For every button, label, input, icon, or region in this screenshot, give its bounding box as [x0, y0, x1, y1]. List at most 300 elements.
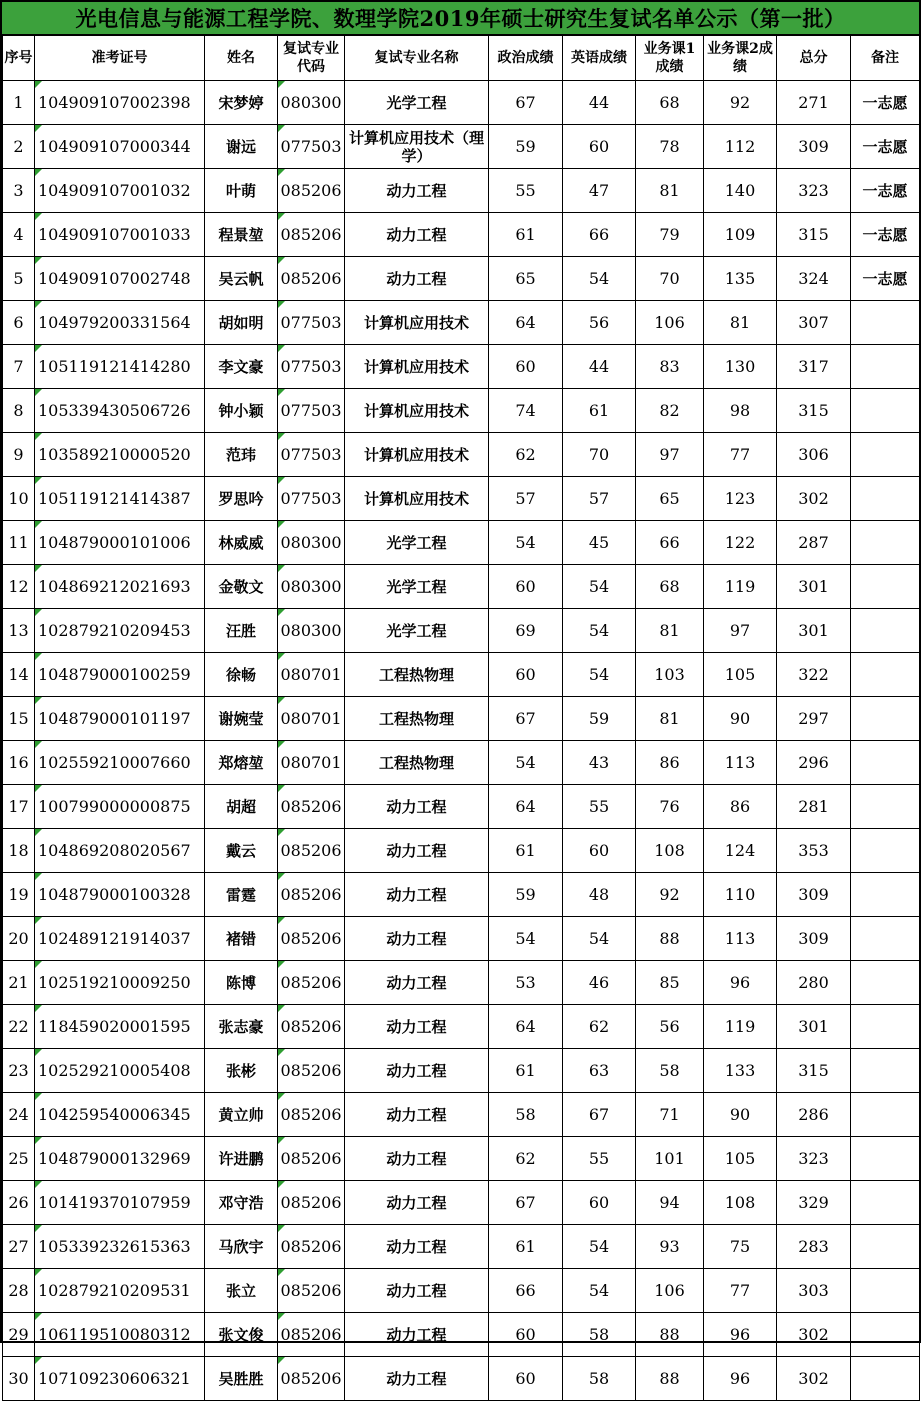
cell-name: 金敬文 — [205, 565, 278, 609]
cell-english-score: 44 — [563, 81, 636, 125]
cell-total-score: 306 — [777, 433, 851, 477]
cell-english-score: 60 — [563, 125, 636, 169]
cell-english-score: 48 — [563, 873, 636, 917]
cell-index: 19 — [3, 873, 35, 917]
green-corner-triangle-icon — [35, 521, 42, 528]
cell-remark — [851, 433, 920, 477]
cell-name: 戴云 — [205, 829, 278, 873]
cell-course1-score: 92 — [636, 873, 704, 917]
cell-course2-score: 113 — [704, 917, 777, 961]
col-header-major-name: 复试专业名称 — [345, 36, 489, 81]
cell-remark — [851, 873, 920, 917]
green-corner-triangle-icon — [278, 785, 285, 792]
cell-index: 3 — [3, 169, 35, 213]
cell-total-score: 302 — [777, 1313, 851, 1357]
cell-english-score: 54 — [563, 1225, 636, 1269]
cell-major-code: 077503 — [278, 477, 345, 521]
cell-remark: 一志愿 — [851, 213, 920, 257]
cell-course1-score: 68 — [636, 565, 704, 609]
green-corner-triangle-icon — [35, 917, 42, 924]
cell-total-score: 301 — [777, 1005, 851, 1049]
cell-remark — [851, 785, 920, 829]
cell-exam-number: 118459020001595 — [35, 1005, 205, 1049]
cell-exam-number: 102519210009250 — [35, 961, 205, 1005]
cell-index: 25 — [3, 1137, 35, 1181]
cell-major-name: 动力工程 — [345, 917, 489, 961]
cell-politics-score: 60 — [489, 1357, 563, 1401]
cell-total-score: 315 — [777, 1049, 851, 1093]
cell-index: 14 — [3, 653, 35, 697]
cell-exam-number: 104979200331564 — [35, 301, 205, 345]
cell-course1-score: 88 — [636, 1313, 704, 1357]
cell-english-score: 59 — [563, 697, 636, 741]
cell-english-score: 54 — [563, 609, 636, 653]
cell-index: 15 — [3, 697, 35, 741]
cell-remark — [851, 1093, 920, 1137]
cell-total-score: 353 — [777, 829, 851, 873]
cell-politics-score: 54 — [489, 917, 563, 961]
table-row — [3, 1225, 920, 1269]
table-row — [3, 1313, 920, 1357]
table-row — [3, 873, 920, 917]
green-corner-triangle-icon — [278, 1093, 285, 1100]
cell-exam-number: 106119510080312 — [35, 1313, 205, 1357]
cell-politics-score: 64 — [489, 301, 563, 345]
cell-remark — [851, 1181, 920, 1225]
green-corner-triangle-icon — [278, 125, 285, 132]
cell-name: 范玮 — [205, 433, 278, 477]
cell-index: 27 — [3, 1225, 35, 1269]
cell-politics-score: 62 — [489, 433, 563, 477]
cell-total-score: 309 — [777, 125, 851, 169]
cell-index: 11 — [3, 521, 35, 565]
cell-course2-score: 105 — [704, 653, 777, 697]
cell-name: 张立 — [205, 1269, 278, 1313]
cell-exam-number: 104909107001033 — [35, 213, 205, 257]
cell-major-name: 动力工程 — [345, 873, 489, 917]
cell-course1-score: 81 — [636, 169, 704, 213]
table-row — [3, 1269, 920, 1313]
cell-exam-number: 104879000100259 — [35, 653, 205, 697]
cell-english-score: 63 — [563, 1049, 636, 1093]
green-corner-triangle-icon — [278, 609, 285, 616]
cell-index: 26 — [3, 1181, 35, 1225]
cell-major-code: 085206 — [278, 1005, 345, 1049]
cell-course2-score: 96 — [704, 961, 777, 1005]
cell-total-score: 281 — [777, 785, 851, 829]
cell-exam-number: 104879000100328 — [35, 873, 205, 917]
cell-major-name: 动力工程 — [345, 1181, 489, 1225]
cell-politics-score: 61 — [489, 213, 563, 257]
cell-exam-number: 105119121414280 — [35, 345, 205, 389]
cell-remark — [851, 653, 920, 697]
cell-exam-number: 104879000101006 — [35, 521, 205, 565]
table-row — [3, 961, 920, 1005]
cell-index: 20 — [3, 917, 35, 961]
cell-politics-score: 54 — [489, 521, 563, 565]
cell-remark — [851, 1357, 920, 1401]
table-row — [3, 1049, 920, 1093]
cell-major-name: 动力工程 — [345, 1269, 489, 1313]
green-corner-triangle-icon — [35, 697, 42, 704]
cell-major-code: 085206 — [278, 257, 345, 301]
cell-major-code: 080300 — [278, 81, 345, 125]
green-corner-triangle-icon — [35, 301, 42, 308]
cell-remark — [851, 1269, 920, 1313]
cell-english-score: 61 — [563, 389, 636, 433]
cell-politics-score: 67 — [489, 81, 563, 125]
cell-english-score: 62 — [563, 1005, 636, 1049]
cell-course1-score: 88 — [636, 917, 704, 961]
cell-exam-number: 102559210007660 — [35, 741, 205, 785]
shortlist-table — [2, 35, 920, 1401]
cell-total-score: 271 — [777, 81, 851, 125]
table-row — [3, 81, 920, 125]
cell-name: 陈博 — [205, 961, 278, 1005]
cell-major-code: 080300 — [278, 565, 345, 609]
cell-major-name: 光学工程 — [345, 81, 489, 125]
table-row — [3, 1005, 920, 1049]
green-corner-triangle-icon — [35, 1005, 42, 1012]
cell-course1-score: 93 — [636, 1225, 704, 1269]
cell-index: 9 — [3, 433, 35, 477]
cell-major-name: 计算机应用技术（理学） — [345, 125, 489, 169]
cell-english-score: 45 — [563, 521, 636, 565]
col-header-course2-score: 业务课2成绩 — [704, 36, 777, 81]
cell-total-score: 303 — [777, 1269, 851, 1313]
green-corner-triangle-icon — [35, 257, 42, 264]
table-row — [3, 169, 920, 213]
col-header-index: 序号 — [3, 36, 35, 81]
col-header-english-score: 英语成绩 — [563, 36, 636, 81]
cell-total-score: 329 — [777, 1181, 851, 1225]
cell-course1-score: 71 — [636, 1093, 704, 1137]
cell-english-score: 54 — [563, 917, 636, 961]
green-corner-triangle-icon — [278, 1049, 285, 1056]
cell-remark — [851, 917, 920, 961]
green-corner-triangle-icon — [35, 1049, 42, 1056]
cell-remark — [851, 961, 920, 1005]
cell-english-score: 60 — [563, 829, 636, 873]
table-row — [3, 697, 920, 741]
cell-exam-number: 104879000132969 — [35, 1137, 205, 1181]
cell-name: 吴云帆 — [205, 257, 278, 301]
cell-politics-score: 67 — [489, 697, 563, 741]
table-row — [3, 521, 920, 565]
col-header-total-score: 总分 — [777, 36, 851, 81]
green-corner-triangle-icon — [278, 1225, 285, 1232]
cell-politics-score: 60 — [489, 653, 563, 697]
cell-major-name: 光学工程 — [345, 565, 489, 609]
cell-total-score: 315 — [777, 389, 851, 433]
cell-english-score: 43 — [563, 741, 636, 785]
cell-major-code: 077503 — [278, 345, 345, 389]
cell-course1-score: 106 — [636, 301, 704, 345]
cell-remark: 一志愿 — [851, 169, 920, 213]
cell-name: 谢婉莹 — [205, 697, 278, 741]
green-corner-triangle-icon — [278, 697, 285, 704]
cell-major-code: 077503 — [278, 301, 345, 345]
header-row — [3, 36, 920, 81]
cell-name: 张志豪 — [205, 1005, 278, 1049]
cell-total-score: 302 — [777, 1357, 851, 1401]
cell-course2-score: 124 — [704, 829, 777, 873]
cell-remark — [851, 477, 920, 521]
cell-total-score: 286 — [777, 1093, 851, 1137]
cell-course1-score: 82 — [636, 389, 704, 433]
cell-major-name: 光学工程 — [345, 609, 489, 653]
table-row — [3, 1137, 920, 1181]
green-corner-triangle-icon — [35, 81, 42, 88]
cell-major-code: 085206 — [278, 785, 345, 829]
col-header-course1-score: 业务课1成绩 — [636, 36, 704, 81]
cell-total-score: 287 — [777, 521, 851, 565]
cell-english-score: 67 — [563, 1093, 636, 1137]
green-corner-triangle-icon — [35, 213, 42, 220]
cell-english-score: 47 — [563, 169, 636, 213]
cell-course2-score: 135 — [704, 257, 777, 301]
green-corner-triangle-icon — [278, 741, 285, 748]
green-corner-triangle-icon — [278, 653, 285, 660]
cell-english-score: 57 — [563, 477, 636, 521]
cell-course2-score: 86 — [704, 785, 777, 829]
cell-exam-number: 102879210209453 — [35, 609, 205, 653]
cell-course1-score: 86 — [636, 741, 704, 785]
cell-exam-number: 105119121414387 — [35, 477, 205, 521]
cell-index: 30 — [3, 1357, 35, 1401]
cell-major-name: 动力工程 — [345, 1005, 489, 1049]
cell-politics-score: 55 — [489, 169, 563, 213]
cell-total-score: 307 — [777, 301, 851, 345]
green-corner-triangle-icon — [35, 1313, 42, 1320]
cell-index: 10 — [3, 477, 35, 521]
cell-major-name: 计算机应用技术 — [345, 477, 489, 521]
cell-course1-score: 70 — [636, 257, 704, 301]
cell-major-name: 动力工程 — [345, 257, 489, 301]
green-corner-triangle-icon — [35, 1225, 42, 1232]
cell-index: 22 — [3, 1005, 35, 1049]
green-corner-triangle-icon — [35, 785, 42, 792]
cell-major-code: 080701 — [278, 653, 345, 697]
cell-name: 胡超 — [205, 785, 278, 829]
cell-course2-score: 92 — [704, 81, 777, 125]
cell-course1-score: 83 — [636, 345, 704, 389]
cell-index: 24 — [3, 1093, 35, 1137]
cell-exam-number: 101419370107959 — [35, 1181, 205, 1225]
table-row — [3, 477, 920, 521]
cell-english-score: 54 — [563, 653, 636, 697]
cell-remark — [851, 345, 920, 389]
cell-exam-number: 100799000000875 — [35, 785, 205, 829]
cell-course2-score: 123 — [704, 477, 777, 521]
cell-major-name: 动力工程 — [345, 169, 489, 213]
cell-politics-score: 64 — [489, 785, 563, 829]
cell-english-score: 56 — [563, 301, 636, 345]
cell-major-code: 085206 — [278, 1313, 345, 1357]
table-row — [3, 1181, 920, 1225]
cell-total-score: 323 — [777, 169, 851, 213]
cell-major-name: 动力工程 — [345, 785, 489, 829]
cell-index: 5 — [3, 257, 35, 301]
cell-course2-score: 122 — [704, 521, 777, 565]
cell-english-score: 66 — [563, 213, 636, 257]
cell-course1-score: 97 — [636, 433, 704, 477]
cell-politics-score: 69 — [489, 609, 563, 653]
cell-major-name: 动力工程 — [345, 213, 489, 257]
cell-course2-score: 75 — [704, 1225, 777, 1269]
cell-english-score: 54 — [563, 1269, 636, 1313]
cell-major-code: 085206 — [278, 1181, 345, 1225]
cell-total-score: 301 — [777, 565, 851, 609]
cell-remark: 一志愿 — [851, 257, 920, 301]
table-row — [3, 917, 920, 961]
cell-course2-score: 112 — [704, 125, 777, 169]
cell-major-code: 077503 — [278, 125, 345, 169]
green-corner-triangle-icon — [278, 389, 285, 396]
table-row — [3, 829, 920, 873]
cell-exam-number: 104909107002398 — [35, 81, 205, 125]
cell-index: 6 — [3, 301, 35, 345]
cell-english-score: 58 — [563, 1313, 636, 1357]
cell-index: 23 — [3, 1049, 35, 1093]
table-row — [3, 609, 920, 653]
cell-remark: 一志愿 — [851, 125, 920, 169]
green-corner-triangle-icon — [35, 169, 42, 176]
col-header-name: 姓名 — [205, 36, 278, 81]
table-row — [3, 389, 920, 433]
cell-politics-score: 67 — [489, 1181, 563, 1225]
cell-english-score: 58 — [563, 1357, 636, 1401]
cell-politics-score: 61 — [489, 1225, 563, 1269]
cell-name: 马欣宇 — [205, 1225, 278, 1269]
cell-course1-score: 108 — [636, 829, 704, 873]
cell-english-score: 70 — [563, 433, 636, 477]
cell-politics-score: 66 — [489, 1269, 563, 1313]
cell-major-name: 光学工程 — [345, 521, 489, 565]
cell-course2-score: 98 — [704, 389, 777, 433]
cell-total-score: 296 — [777, 741, 851, 785]
cell-politics-score: 58 — [489, 1093, 563, 1137]
table-body — [3, 81, 920, 1401]
cell-course1-score: 94 — [636, 1181, 704, 1225]
cell-major-name: 动力工程 — [345, 1049, 489, 1093]
cell-course1-score: 78 — [636, 125, 704, 169]
cell-course2-score: 77 — [704, 433, 777, 477]
green-corner-triangle-icon — [278, 345, 285, 352]
cell-total-score: 322 — [777, 653, 851, 697]
table-row — [3, 1357, 920, 1401]
cell-course1-score: 58 — [636, 1049, 704, 1093]
table-row — [3, 433, 920, 477]
green-corner-triangle-icon — [35, 389, 42, 396]
cell-course1-score: 79 — [636, 213, 704, 257]
col-header-exam-number: 准考证号 — [35, 36, 205, 81]
cell-english-score: 55 — [563, 1137, 636, 1181]
green-corner-triangle-icon — [278, 1181, 285, 1188]
page-title: 光电信息与能源工程学院、数理学院2019年硕士研究生复试名单公示（第一批） — [2, 2, 919, 35]
cell-politics-score: 60 — [489, 565, 563, 609]
cell-course1-score: 85 — [636, 961, 704, 1005]
green-corner-triangle-icon — [278, 433, 285, 440]
cell-major-code: 077503 — [278, 389, 345, 433]
cell-total-score: 317 — [777, 345, 851, 389]
green-corner-triangle-icon — [278, 917, 285, 924]
cell-major-code: 085206 — [278, 829, 345, 873]
cell-index: 21 — [3, 961, 35, 1005]
cell-index: 8 — [3, 389, 35, 433]
cell-politics-score: 60 — [489, 1313, 563, 1357]
cell-index: 28 — [3, 1269, 35, 1313]
cell-remark — [851, 565, 920, 609]
green-corner-triangle-icon — [35, 961, 42, 968]
cell-politics-score: 57 — [489, 477, 563, 521]
cell-total-score: 315 — [777, 213, 851, 257]
cell-remark — [851, 697, 920, 741]
cell-major-name: 动力工程 — [345, 1225, 489, 1269]
cell-name: 罗思吟 — [205, 477, 278, 521]
cell-index: 1 — [3, 81, 35, 125]
cell-exam-number: 105339430506726 — [35, 389, 205, 433]
cell-name: 汪胜 — [205, 609, 278, 653]
green-corner-triangle-icon — [35, 1137, 42, 1144]
green-corner-triangle-icon — [35, 477, 42, 484]
cell-index: 17 — [3, 785, 35, 829]
cell-exam-number: 102879210209531 — [35, 1269, 205, 1313]
table-row — [3, 1093, 920, 1137]
cell-remark — [851, 741, 920, 785]
cell-politics-score: 65 — [489, 257, 563, 301]
green-corner-triangle-icon — [278, 1313, 285, 1320]
cell-remark: 一志愿 — [851, 81, 920, 125]
green-corner-triangle-icon — [35, 653, 42, 660]
cell-name: 雷霆 — [205, 873, 278, 917]
cell-total-score: 283 — [777, 1225, 851, 1269]
cell-remark — [851, 1313, 920, 1357]
cell-name: 胡如明 — [205, 301, 278, 345]
table-row — [3, 213, 920, 257]
green-corner-triangle-icon — [35, 1093, 42, 1100]
green-corner-triangle-icon — [278, 829, 285, 836]
cell-name: 吴胜胜 — [205, 1357, 278, 1401]
cell-major-name: 计算机应用技术 — [345, 301, 489, 345]
cell-major-name: 动力工程 — [345, 829, 489, 873]
cell-major-code: 085206 — [278, 1357, 345, 1401]
cell-major-code: 085206 — [278, 873, 345, 917]
cell-course1-score: 81 — [636, 697, 704, 741]
cell-remark — [851, 609, 920, 653]
cell-name: 徐畅 — [205, 653, 278, 697]
col-header-remark: 备注 — [851, 36, 920, 81]
col-header-major-code: 复试专业代码 — [278, 36, 345, 81]
cell-index: 2 — [3, 125, 35, 169]
cell-major-code: 085206 — [278, 213, 345, 257]
green-corner-triangle-icon — [35, 1181, 42, 1188]
cell-major-code: 080701 — [278, 741, 345, 785]
cell-course2-score: 113 — [704, 741, 777, 785]
cell-major-code: 080701 — [278, 697, 345, 741]
cell-politics-score: 54 — [489, 741, 563, 785]
cell-name: 程景堃 — [205, 213, 278, 257]
cell-major-name: 计算机应用技术 — [345, 433, 489, 477]
cell-total-score: 280 — [777, 961, 851, 1005]
cell-course1-score: 88 — [636, 1357, 704, 1401]
cell-name: 许进鹏 — [205, 1137, 278, 1181]
cell-major-name: 动力工程 — [345, 961, 489, 1005]
cell-major-code: 085206 — [278, 1049, 345, 1093]
green-corner-triangle-icon — [35, 829, 42, 836]
cell-english-score: 46 — [563, 961, 636, 1005]
green-corner-triangle-icon — [35, 125, 42, 132]
